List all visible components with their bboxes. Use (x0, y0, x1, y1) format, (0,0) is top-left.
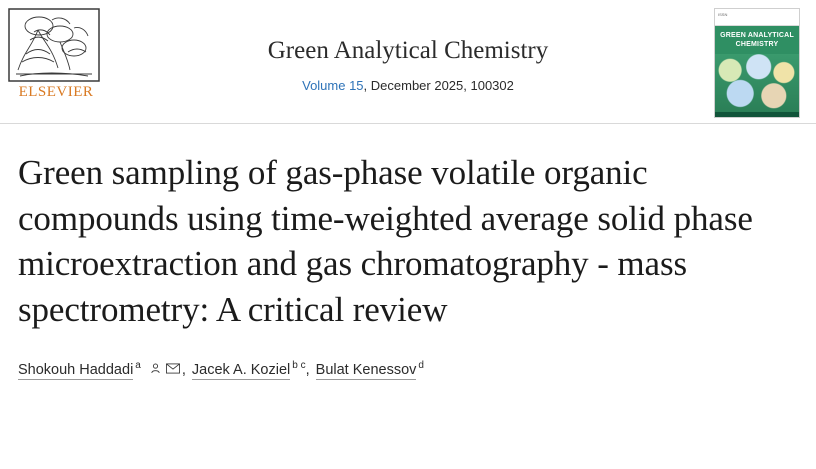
cover-corner-text: ISSN (718, 12, 728, 17)
journal-header (0, 0, 816, 124)
journal-cover-thumbnail[interactable] (714, 8, 800, 118)
journal-title[interactable]: Green Analytical Chemistry (267, 37, 549, 64)
author-affiliation-marks: d (418, 360, 424, 371)
author-affiliation-marks: b c (292, 360, 306, 371)
author-entry (316, 362, 424, 378)
author-affiliation-marks: a (135, 360, 141, 371)
author-entry (192, 362, 316, 378)
volume-link[interactable]: Volume 15 (302, 78, 364, 93)
author-separator: , (181, 361, 186, 378)
cover-artwork (715, 54, 799, 112)
author-icon-group (147, 362, 182, 379)
author-entry (18, 362, 192, 378)
author-name[interactable]: Shokouh Haddadi (18, 361, 134, 378)
journal-issue (0, 78, 816, 93)
author-list (0, 360, 816, 379)
author-name[interactable]: Bulat Kenessov (315, 361, 417, 378)
cover-top-band (715, 9, 799, 26)
cover-title: GREEN ANALYTICAL CHEMISTRY (715, 26, 799, 54)
cover-bottom-band (715, 112, 799, 119)
author-separator: , (305, 361, 310, 378)
envelope-icon[interactable] (166, 362, 180, 378)
article-content (0, 124, 816, 332)
issue-details: , December 2025, 100302 (363, 78, 514, 93)
publisher-name: ELSEVIER (18, 84, 94, 100)
author-name[interactable]: Jacek A. Koziel (191, 361, 291, 378)
page-title: Green sampling of gas-phase volatile organic compounds using time-weighted average solid phase microextraction and gas chromatography - mass spectrometry: A critical review (18, 153, 753, 329)
journal-info (0, 36, 816, 93)
person-icon[interactable] (149, 362, 162, 379)
